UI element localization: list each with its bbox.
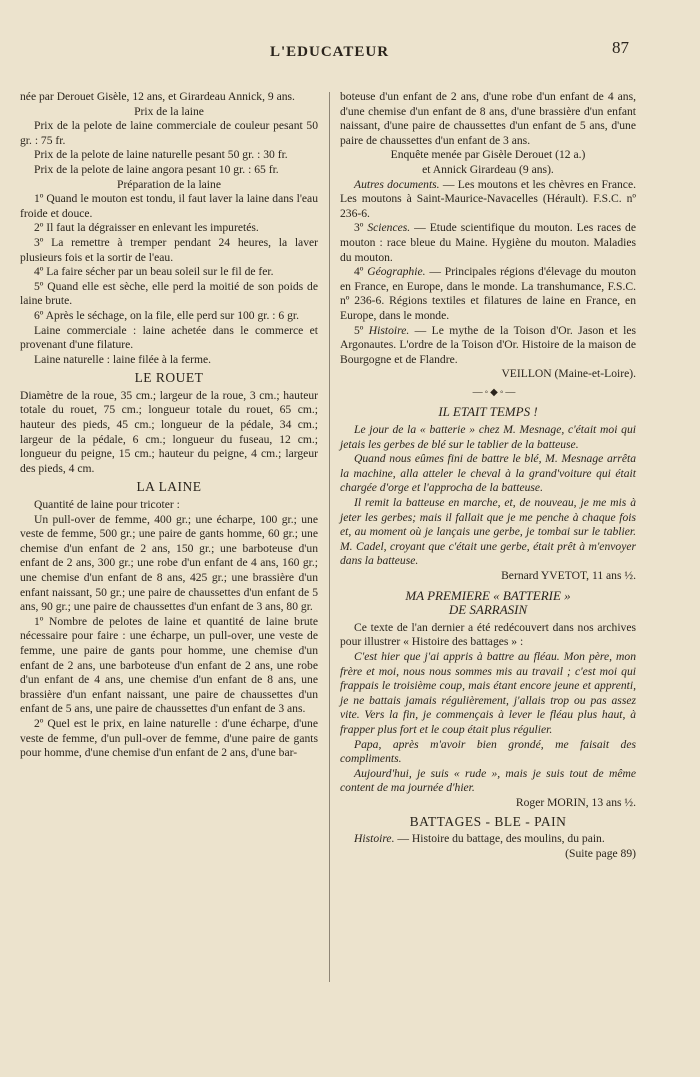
label: Géographie. bbox=[367, 265, 426, 279]
continuation-note: (Suite page 89) bbox=[565, 846, 636, 860]
subheading-preparation: Préparation de la laine bbox=[117, 177, 221, 191]
number: 5º bbox=[354, 323, 369, 337]
paragraph: Un pull-over de femme, 400 gr.; une écharpe, 100 gr.; une veste de femme, 500 gr.; une paire de gants homme, 60 gr.; une chemise d'un enfant de 2 ans, 150 gr.; une barboteuse d'un enfant de 2 ans, 300 gr.; une robe d'un enfant de 4 ans, 160 gr.; une chemise d'un enfant de 8 ans, 425 gr.; une brassière d'un enfant naissant, 50 gr.; une paire de chaussettes d'un enfant de 5 ans, 90 gr.; une paire de chaussettes d'un enfant de 3 ans, 80 gr. bbox=[20, 512, 318, 614]
paragraph: née par Derouet Gisèle, 12 ans, et Girardeau Annick, 9 ans. bbox=[20, 90, 295, 103]
signature: Bernard YVETOT, 11 ans ½. bbox=[501, 569, 636, 582]
paragraph-histoire bbox=[340, 324, 636, 368]
paragraph-sciences bbox=[340, 221, 636, 265]
enquete-line: Enquête menée par Gisèle Derouet (12 a.) bbox=[390, 148, 586, 162]
number: 4º bbox=[354, 265, 368, 279]
journal-title: L'EDUCATEUR bbox=[270, 44, 390, 60]
paragraph: Aujourd'hui, je suis « rude », mais je suis tout de même content de ma journée d'hier. bbox=[340, 766, 636, 795]
section-title-rouet: LE ROUET bbox=[134, 370, 204, 386]
paragraph: Laine naturelle : laine filée à la ferme. bbox=[34, 352, 212, 366]
paragraph: Quand nous eûmes fini de battre le blé, M. Mesnage arrêta la machine, alla atteler le cheval à la grand'voiture qui était chargée d'orge et l'approcha de la batteuse. bbox=[340, 452, 636, 495]
paragraph: Laine commerciale : laine achetée dans le commerce et provenant d'une filature. bbox=[20, 323, 318, 352]
label: Sciences. bbox=[367, 221, 411, 235]
paragraph-autres bbox=[340, 178, 636, 222]
article-title-il-etait-temps: IL ETAIT TEMPS ! bbox=[438, 404, 538, 420]
paragraph: Papa, après m'avoir bien grondé, me faisait des compliments. bbox=[340, 737, 636, 766]
label: Histoire. bbox=[354, 832, 395, 846]
signature: VEILLON (Maine-et-Loire). bbox=[501, 367, 636, 381]
article-title-batterie: MA PREMIERE « BATTERIE » bbox=[405, 587, 571, 603]
paragraph: 4º La faire sécher par un beau soleil sur le fil de fer. bbox=[34, 265, 274, 279]
paragraph-histoire-battage bbox=[340, 832, 636, 847]
paragraph: 1º Nombre de pelotes de laine et quantité de laine brute nécessaire pour faire : une écharpe, un pull-over, une veste de femme, une paire de gants pour homme, une chemise d'un enfant de 2 ans, une barboteuse d'un enfant de 2 ans, une robe d'un enfant de 4 ans, une chemise d'un enfant de 8 ans, une brassière d'un enfant naissant, une paire de chaussettes d'un enfant de 5 ans, une paire de chaussettes d'un enfant de 3 ans. bbox=[20, 614, 318, 716]
section-title-battages: BATTAGES - BLE - PAIN bbox=[409, 813, 567, 829]
paragraph-geographie bbox=[340, 265, 636, 323]
paragraph: boteuse d'un enfant de 2 ans, d'une robe d'un enfant de 4 ans, d'une chemise d'un enfant de 8 ans, d'une brassière d'un enfant naissant, d'une paire de chaussettes d'un enfant de 5 ans, d'une paire de chaussettes d'un enfant de 3 ans. bbox=[340, 90, 636, 147]
text: — Les moutons et les chèvres en France. Les moutons à Saint-Maurice-Navacelles (Hérault). F.S.C. nº 236-6. bbox=[340, 177, 636, 220]
paragraph: 5º Quand elle est sèche, elle perd la moitié de son poids de laine brute. bbox=[20, 279, 318, 308]
label: Autres documents. bbox=[354, 177, 440, 191]
article-title-batterie-line2: DE SARRASIN bbox=[448, 602, 528, 618]
left-column bbox=[20, 90, 318, 761]
column-divider bbox=[329, 92, 330, 982]
enquete-line: et Annick Girardeau (9 ans). bbox=[422, 162, 554, 176]
paragraph: 1º Quand le mouton est tondu, il faut laver la laine dans l'eau froide et douce. bbox=[20, 192, 318, 220]
paragraph: Ce texte de l'an dernier a été redécouvert dans nos archives pour illustrer « Histoire des battages » : bbox=[340, 620, 636, 649]
text: — Etude scientifique du mouton. Les races de mouton : race bleue du Maine. Hygiène du mouton. Maladies du mouton. bbox=[340, 221, 636, 264]
paragraph: Prix de la pelote de laine commerciale de couleur pesant 50 gr. : 75 fr. bbox=[20, 119, 318, 147]
label: Histoire. bbox=[368, 323, 410, 337]
subheading-prix: Prix de la laine bbox=[134, 104, 204, 118]
text: — Principales régions d'élevage du mouton en France, en Europe, dans le monde. La transhumance, F.S.C. nº 236-6. Régions textiles et filatures de laine en France, en Europe, dans le monde. bbox=[340, 265, 636, 322]
page-number: 87 bbox=[612, 38, 629, 57]
text: — Histoire du battage, des moulins, du pain. bbox=[394, 832, 605, 846]
right-column bbox=[340, 90, 636, 861]
paragraph: C'est hier que j'ai appris à battre au fléau. Mon père, mon frère et moi, nous nous sommes mis au travail ; c'est moi qui frappais le troisième coup, mais étant encore jeune et apprenti, je ne battais jamais régulièrement, j'allais trop ou pas assez vite. Vers la fin, je commençais à lever le fléau plus haut, à frapper plus fort et le coup était plus régulier. bbox=[340, 649, 636, 736]
paragraph: 3º La remettre à tremper pendant 24 heures, la laver plusieurs fois et la sortir de l'eau. bbox=[20, 235, 318, 264]
number: 3º bbox=[354, 221, 368, 235]
paragraph: Prix de la pelote de laine angora pesant 10 gr. : 65 fr. bbox=[34, 162, 279, 176]
section-title-laine: LA LAINE bbox=[136, 479, 202, 495]
paragraph: 6º Après le séchage, on la file, elle perd sur 100 gr. : 6 gr. bbox=[34, 308, 300, 322]
paragraph: Le jour de la « batterie » chez M. Mesnage, c'était moi qui jetais les gerbes de blé sur le tablier de la batteuse. bbox=[340, 423, 636, 451]
paragraph: Quantité de laine pour tricoter : bbox=[34, 498, 180, 512]
paragraph: 2º Quel est le prix, en laine naturelle : d'une écharpe, d'une veste de femme, d'un pull-over de femme, d'une paire de gants pour homme, d'une chemise d'un enfant de 2 ans, d'une bar- bbox=[20, 716, 318, 760]
ornament-divider: —◦◆◦— bbox=[472, 386, 518, 398]
signature: Roger MORIN, 13 ans ½. bbox=[515, 795, 636, 809]
text: — Le mythe de la Toison d'Or. Jason et les Argonautes. L'ordre de la Toison d'Or. Histoire de la maison de Bourgogne et de Flandre. bbox=[340, 323, 636, 366]
paragraph: 2º Il faut la dégraisser en enlevant les impuretés. bbox=[34, 221, 259, 235]
page-header bbox=[0, 38, 700, 64]
paragraph: Prix de la pelote de laine naturelle pesant 50 gr. : 30 fr. bbox=[34, 148, 288, 162]
paragraph: Diamètre de la roue, 35 cm.; largeur de la roue, 3 cm.; hauteur totale du rouet, 75 cm.; longueur totale du rouet, 65 cm.; hauteur des pieds, 45 cm.; longueur de la pédale, 34 cm.; largeur de la pédale, 6 cm.; longueur du fuseau, 12 cm.; longueur du peigne, 15 cm.; hauteur du peigne, 4 cm.; largeur des pieds, 4 cm. bbox=[20, 388, 318, 475]
paragraph: Il remit la batteuse en marche, et, de nouveau, je me mis à jeter les gerbes; mais il fallait que je me penche à chaque fois et, au moment où je lançais une gerbe, je tombai sur le tablier. M. Cadel, croyant que c'était une gerbe, était prêt à m'envoyer dans la batteuse. bbox=[340, 496, 636, 568]
